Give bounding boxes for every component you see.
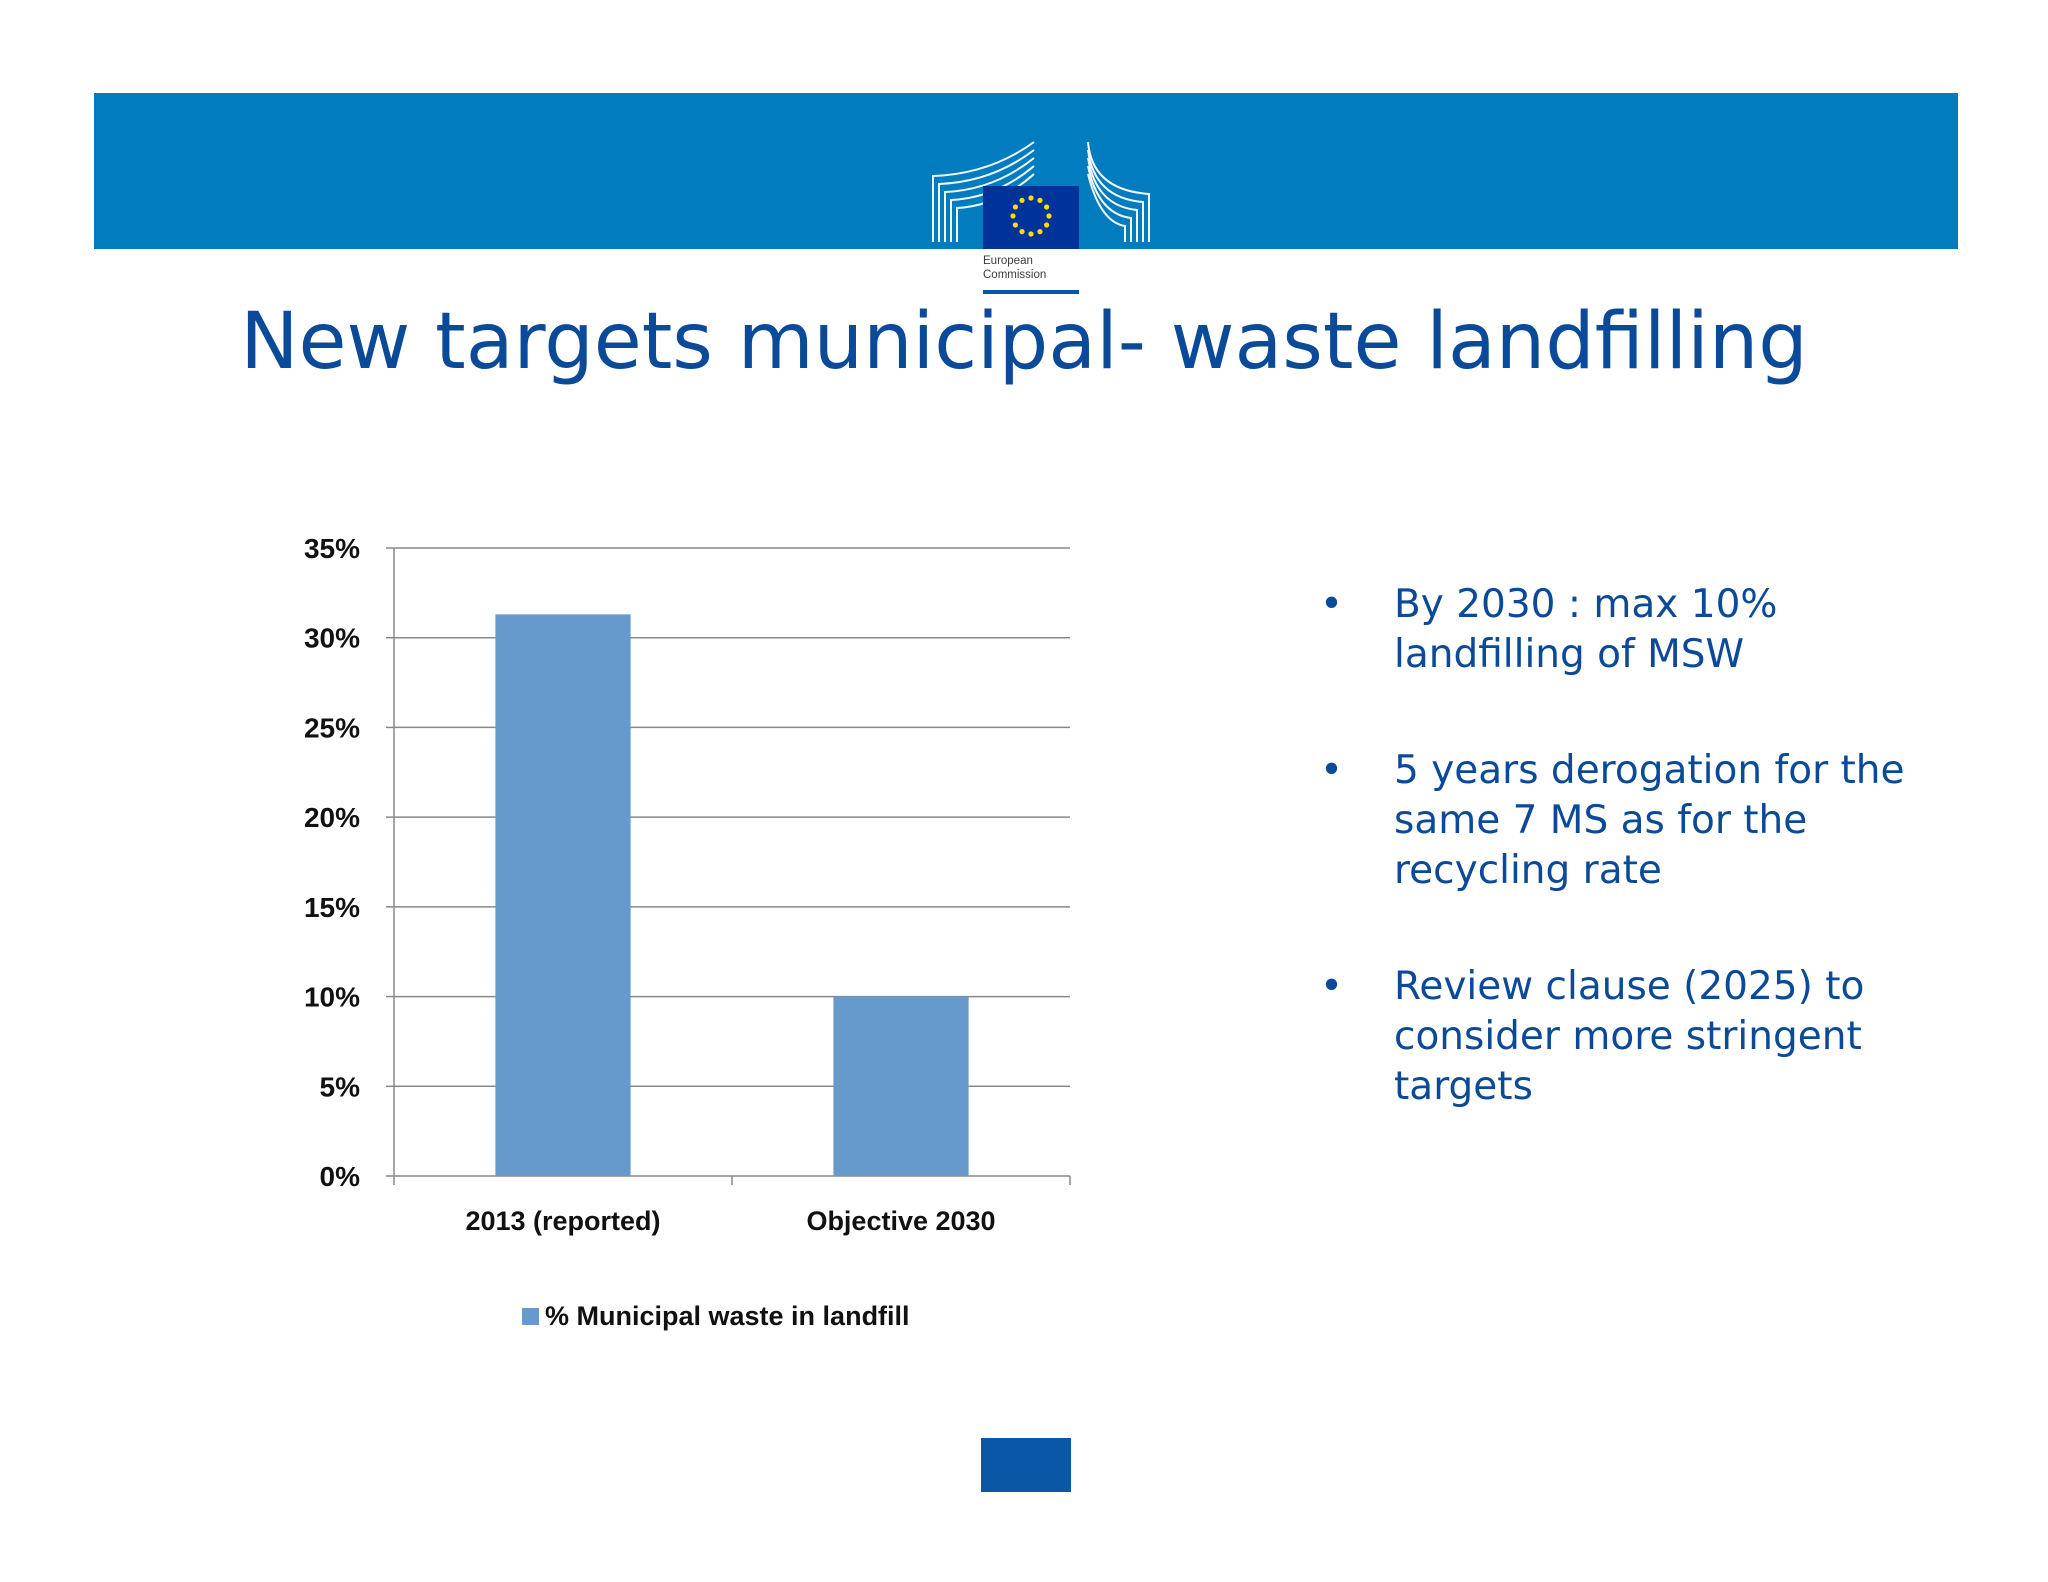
bullet-list: [1320, 580, 1940, 1178]
bar: [833, 997, 968, 1176]
y-tick-label: 5%: [319, 1071, 360, 1103]
x-tick-label: 2013 (reported): [465, 1206, 661, 1236]
legend-swatch: [522, 1308, 539, 1325]
bar: [495, 614, 630, 1176]
bullet-item: • By 2030 : max 10% landfilling of MSW: [1320, 580, 1940, 680]
y-tick-label: 15%: [303, 891, 360, 923]
page-title: New targets municipal- waste landfilling: [240, 297, 1808, 387]
bullet-item: • 5 years derogation for the same 7 MS as for the recycling rate: [1320, 746, 1940, 896]
y-tick-label: 10%: [303, 981, 360, 1013]
y-tick-label: 25%: [303, 712, 360, 744]
y-tick-label: 20%: [303, 802, 360, 834]
logo-label: [983, 254, 1075, 282]
logo-text-line2: Commission: [983, 269, 1047, 281]
y-tick-label: 35%: [303, 533, 360, 564]
y-tick-label: 30%: [303, 622, 360, 654]
bullet-item: • Review clause (2025) to consider more stringent targets: [1320, 962, 1940, 1112]
x-tick-label: Objective 2030: [806, 1206, 996, 1236]
legend-label: % Municipal waste in landfill: [545, 1301, 910, 1331]
y-tick-label: 0%: [319, 1161, 360, 1192]
logo-text-line1: European: [983, 255, 1033, 267]
bar-chart: [270, 520, 1110, 1360]
footer-square: [981, 1438, 1071, 1492]
